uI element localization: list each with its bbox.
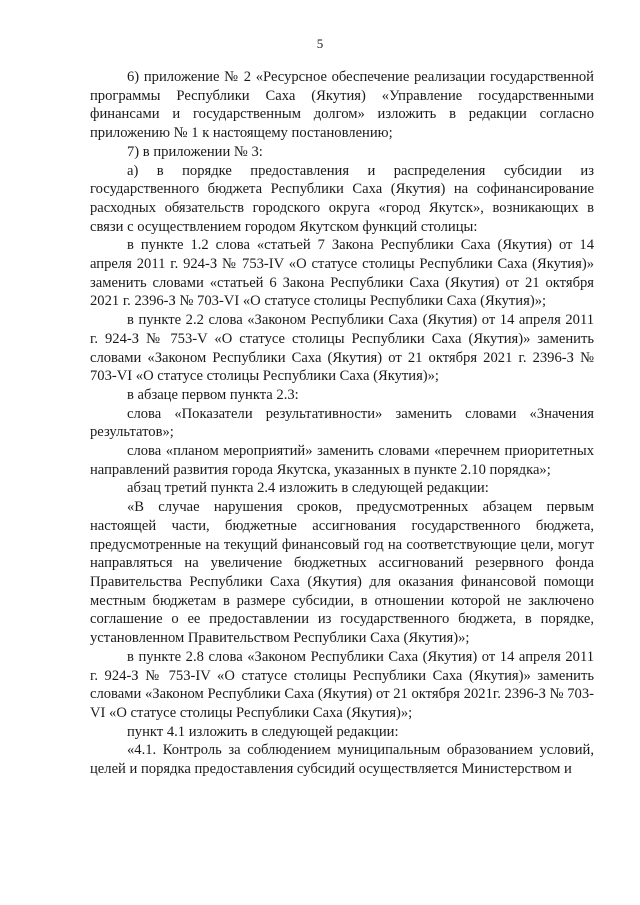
paragraph-quoted-4-1: «4.1. Контроль за соблюдением муниципальным образованием условий, целей и порядка предоставления субсидий осуществляется Министерством и [90, 742, 594, 778]
paragraph-clause-2-8: в пункте 2.8 слова «Законом Республики Саха (Якутия) от 14 апреля 2011 г. 924-З № 753-IV «О статусе столицы Республики Саха (Якутия)» заменить словами «Законом Республики Саха (Якутия) от 21 октября 2021г. 2396-З № 703-VI «О статусе столицы Республики Саха (Якутия)»; [90, 648, 594, 721]
paragraph-priority-directions: слова «планом мероприятий» заменить словами «перечнем приоритетных направлений развития города Якутска, указанных в пункте 2.10 порядка»; [90, 443, 594, 478]
paragraph-clause-2-2: в пункте 2.2 слова «Законом Республики Саха (Якутия) от 14 апреля 2011 г. 924-З № 753-V «О статусе столицы Республики Саха (Якутия)» заменить словами «Законом Республики Саха (Якутия) от 21 октября 2021 г. 2396-З № 703-VI «О статусе столицы Республики Саха (Якутия)»; [90, 312, 594, 385]
paragraph-item-6-appendix-2: 6) приложение № 2 «Ресурсное обеспечение реализации государственной программы Республики Саха (Якутия) «Управление государственными финансами и государственным долгом» изложить в редакции согласно приложению № 1 к настоящему постановлению; [90, 69, 594, 142]
paragraph-item-7-appendix-3: 7) в приложении № 3: [127, 143, 263, 160]
paragraph-clause-2-3-first-abzac: в абзаце первом пункта 2.3: [127, 386, 299, 403]
document-body [90, 68, 594, 779]
paragraph-clause-1-2: в пункте 1.2 слова «статьей 7 Закона Республики Саха (Якутия) от 14 апреля 2011 г. 924-З № 753-IV «О статусе столицы Республики Саха (Якутия)» заменить словами «статьей 6 Закона Республики Саха (Якутия) от 21 октября 2021 г. 2396-З № 703-VI «О статусе столицы Республики Саха (Якутия)»; [90, 237, 594, 310]
paragraph-results-values: слова «Показатели результативности» заменить словами «Значения результатов»; [90, 405, 594, 441]
page-number: 5 [316, 36, 324, 51]
paragraph-quoted-new-wording: «В случае нарушения сроков, предусмотренных абзацем первым настоящей части, бюджетные ассигнования государственного бюджета, предусмотренные на текущий финансовый год на соответствующие цели, могут направляться на увеличение бюджетных ассигнований резервного фонда Правительства Республики Саха (Якутия) для оказания финансовой помощи местным бюджетам в размере субсидии, в отношении которой не заключено соглашение о ее предоставлении из государственного бюджета, в порядке, установленном Правительством Республики Саха (Якутия)»; [90, 499, 594, 647]
paragraph-clause-4-1: пункт 4.1 изложить в следующей редакции: [127, 723, 399, 740]
paragraph-clause-2-4-third-abzac: абзац третий пункта 2.4 изложить в следующей редакции: [127, 480, 489, 497]
paragraph-subitem-a: а) в порядке предоставления и распределения субсидии из государственного бюджета Республики Саха (Якутия) на софинансирование расходных обязательств городского округа «город Якутск», возникающих в связи с осуществлением городом Якутском функций столицы: [90, 162, 594, 235]
